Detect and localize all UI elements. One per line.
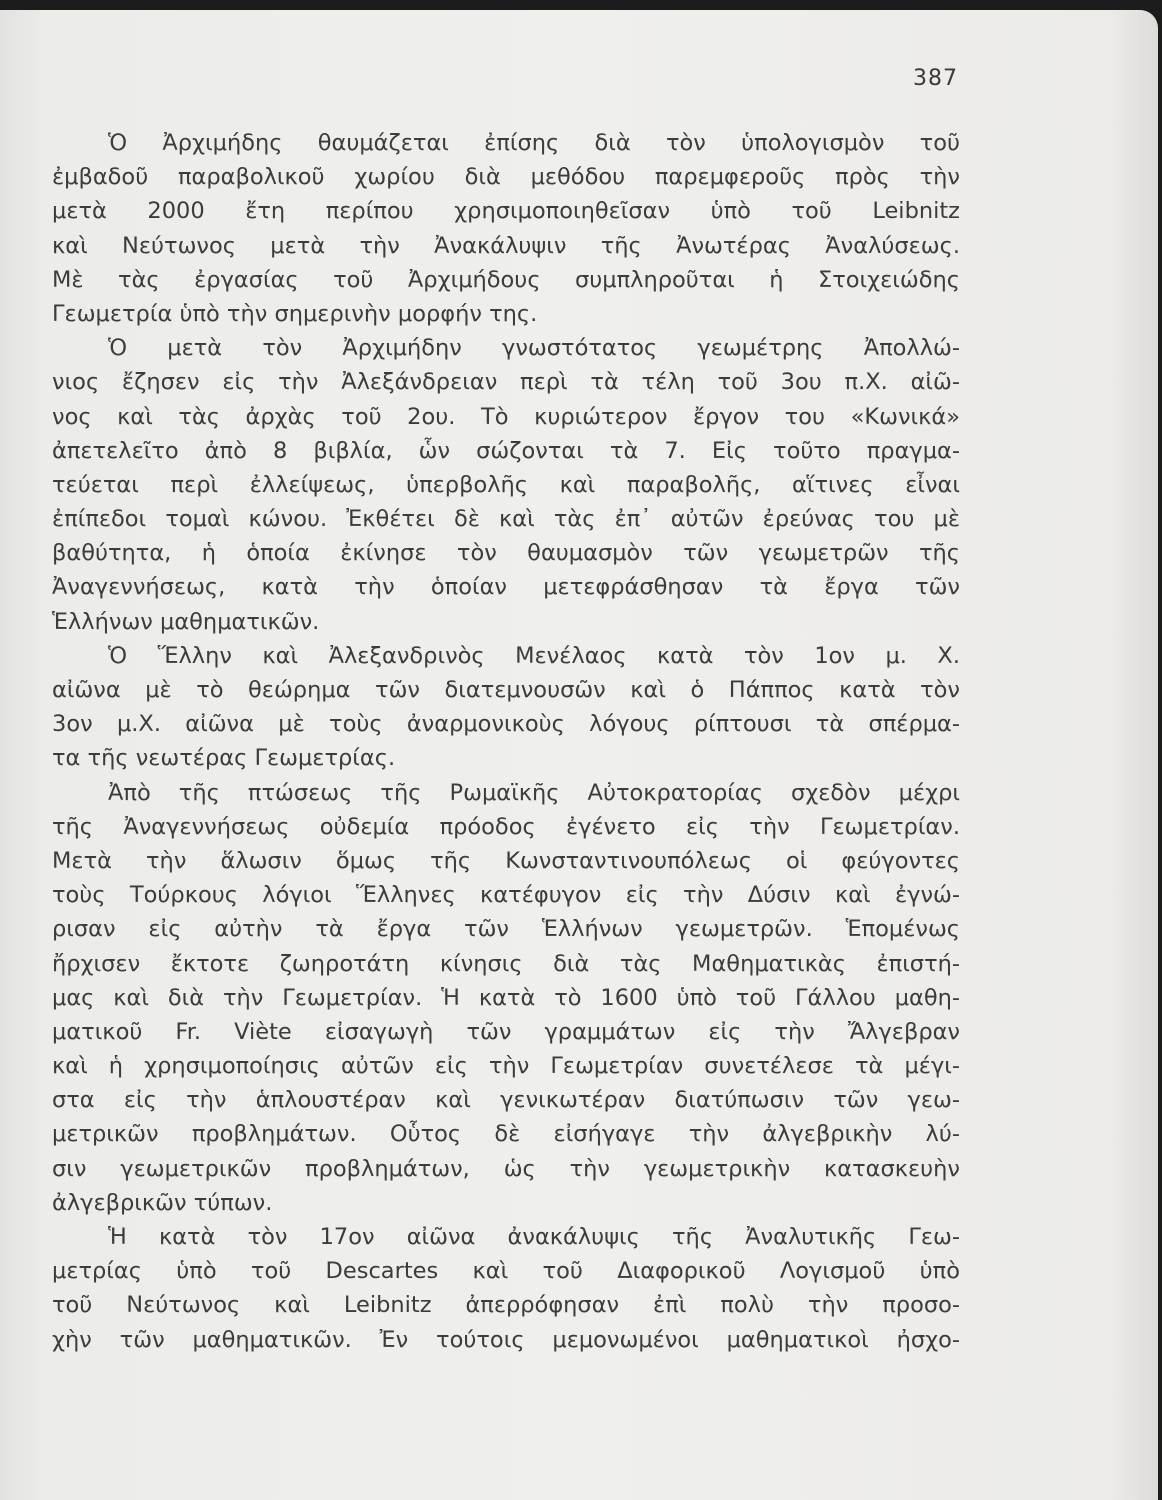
text-line: αἰῶνα μὲ τὸ θεώρημα τῶν διατεμνουσῶν καὶ ὁ Πάππος κατὰ τὸν xyxy=(52,677,960,703)
page-number: 387 xyxy=(913,66,958,91)
text-line: ἀπετελεῖτο ἀπὸ 8 βιβλία, ὧν σώζονται τὰ 7. Εἰς τοῦτο πραγμα- xyxy=(52,437,960,464)
text-line: Ὁ Ἀρχιμήδης θαυμάζεται ἐπίσης διὰ τὸν ὑπολογισμὸν τοῦ xyxy=(108,130,960,156)
text-line: μετρίας ὑπὸ τοῦ Descartes καὶ τοῦ Διαφορικοῦ Λογισμοῦ ὑπὸ xyxy=(52,1258,960,1285)
text-line: ἤρχισεν ἔκτοτε ζωηροτάτη κίνησις διὰ τὰς Μαθηματικὰς ἐπιστή- xyxy=(52,950,960,977)
paragraph-menelaus xyxy=(52,639,960,776)
text-line: τῆς Ἀναγεννήσεως οὐδεμία πρόοδος ἐγένετο εἰς τὴν Γεωμετρίαν. xyxy=(52,813,960,840)
paragraph-renaissance xyxy=(52,776,960,1220)
text-line: Ἀναγεννήσεως, κατὰ τὴν ὁποίαν μετεφράσθησαν τὰ ἔργα τῶν xyxy=(52,574,960,601)
text-line: μας καὶ διὰ τὴν Γεωμετρίαν. Ἡ κατὰ τὸ 1600 ὑπὸ τοῦ Γάλλου μαθη- xyxy=(52,984,960,1011)
text-line: μετρικῶν προβλημάτων. Οὗτος δὲ εἰσήγαγε τὴν ἀλγεβρικὴν λύ- xyxy=(52,1121,960,1148)
text-line: ρισαν εἰς αὐτὴν τὰ ἔργα τῶν Ἑλλήνων γεωμετρῶν. Ἑπομένως xyxy=(52,916,960,943)
text-line: τα τῆς νεωτέρας Γεωμετρίας. xyxy=(52,745,396,772)
text-line: βαθύτητα, ἡ ὁποία ἐκίνησε τὸν θαυμασμὸν τῶν γεωμετρῶν τῆς xyxy=(52,540,960,567)
text-line: στα εἰς τὴν ἁπλουστέραν καὶ γενικωτέραν διατύπωσιν τῶν γεω- xyxy=(52,1087,960,1114)
text-line: καὶ ἡ χρησιμοποίησις αὐτῶν εἰς τὴν Γεωμετρίαν συνετέλεσε τὰ μέγι- xyxy=(52,1053,960,1080)
text-line: ἀλγεβρικῶν τύπων. xyxy=(52,1189,273,1216)
paragraph-apollonius xyxy=(52,331,960,639)
text-line: 3ον μ.Χ. αἰῶνα μὲ τοὺς ἀναρμονικοὺς λόγους ρίπτουσι τὰ σπέρμα- xyxy=(52,711,960,738)
text-line: Μὲ τὰς ἐργασίας τοῦ Ἀρχιμήδους συμπληροῦται ἡ Στοιχειώδης xyxy=(52,266,960,293)
text-line: ἐπίπεδοι τομαὶ κώνου. Ἐκθέτει δὲ καὶ τὰς ἐπ᾽ αὐτῶν ἐρεύνας του μὲ xyxy=(52,506,960,533)
text-line: τοῦ Νεύτωνος καὶ Leibnitz ἀπερρόφησαν ἐπὶ πολὺ τὴν προσο- xyxy=(52,1292,960,1319)
text-line: Ὁ Ἕλλην καὶ Ἀλεξανδρινὸς Μενέλαος κατὰ τὸν 1ον μ. Χ. xyxy=(108,642,960,669)
text-line: καὶ Νεύτωνος μετὰ τὴν Ἀνακάλυψιν τῆς Ἀνωτέρας Ἀναλύσεως. xyxy=(52,232,960,259)
text-line: τοὺς Τούρκους λόγιοι Ἕλληνες κατέφυγον εἰς τὴν Δύσιν καὶ ἐγνώ- xyxy=(52,882,960,909)
text-line: μετὰ 2000 ἔτη περίπου χρησιμοποιηθεῖσαν ὑπὸ τοῦ Leibnitz xyxy=(52,198,960,225)
body-text xyxy=(52,126,960,1357)
text-line: Ὁ μετὰ τὸν Ἀρχιμήδην γνωστότατος γεωμέτρης Ἀπολλώ- xyxy=(108,335,960,362)
text-line: σιν γεωμετρικῶν προβλημάτων, ὡς τὴν γεωμετρικὴν κατασκευὴν xyxy=(52,1155,960,1182)
text-line: τεύεται περὶ ἐλλείψεως, ὑπερβολῆς καὶ παραβολῆς, αἵτινες εἶναι xyxy=(52,471,960,498)
text-line: χὴν τῶν μαθηματικῶν. Ἐν τούτοις μεμονωμένοι μαθηματικοὶ ἠσχο- xyxy=(52,1326,960,1353)
text-line: Ἑλλήνων μαθηματικῶν. xyxy=(52,608,320,635)
text-line: νος καὶ τὰς ἀρχὰς τοῦ 2ου. Τὸ κυριώτερον ἔργον του «Κωνικά» xyxy=(52,403,960,430)
text-line: Μετὰ τὴν ἅλωσιν ὅμως τῆς Κωνσταντινουπόλεως οἱ φεύγοντες xyxy=(52,847,960,874)
book-page xyxy=(0,10,1158,1500)
text-line: νιος ἔζησεν εἰς τὴν Ἀλεξάνδρειαν περὶ τὰ τέλη τοῦ 3ου π.Χ. αἰῶ- xyxy=(52,369,960,396)
text-line: ματικοῦ Fr. Viète εἰσαγωγὴ τῶν γραμμάτων εἰς τὴν Ἄλγεβραν xyxy=(52,1018,960,1045)
text-line: Γεωμετρία ὑπὸ τὴν σημερινὴν μορφήν της. xyxy=(52,300,538,327)
paragraph-analytic-geometry xyxy=(52,1220,960,1357)
paragraph-archimedes xyxy=(52,126,960,331)
text-line: ἐμβαδοῦ παραβολικοῦ χωρίου διὰ μεθόδου παρεμφεροῦς πρὸς τὴν xyxy=(52,164,960,191)
text-line: Ἡ κατὰ τὸν 17ον αἰῶνα ἀνακάλυψις τῆς Ἀναλυτικῆς Γεω- xyxy=(108,1224,960,1250)
text-line: Ἀπὸ τῆς πτώσεως τῆς Ρωμαϊκῆς Αὐτοκρατορίας σχεδὸν μέχρι xyxy=(108,779,960,806)
